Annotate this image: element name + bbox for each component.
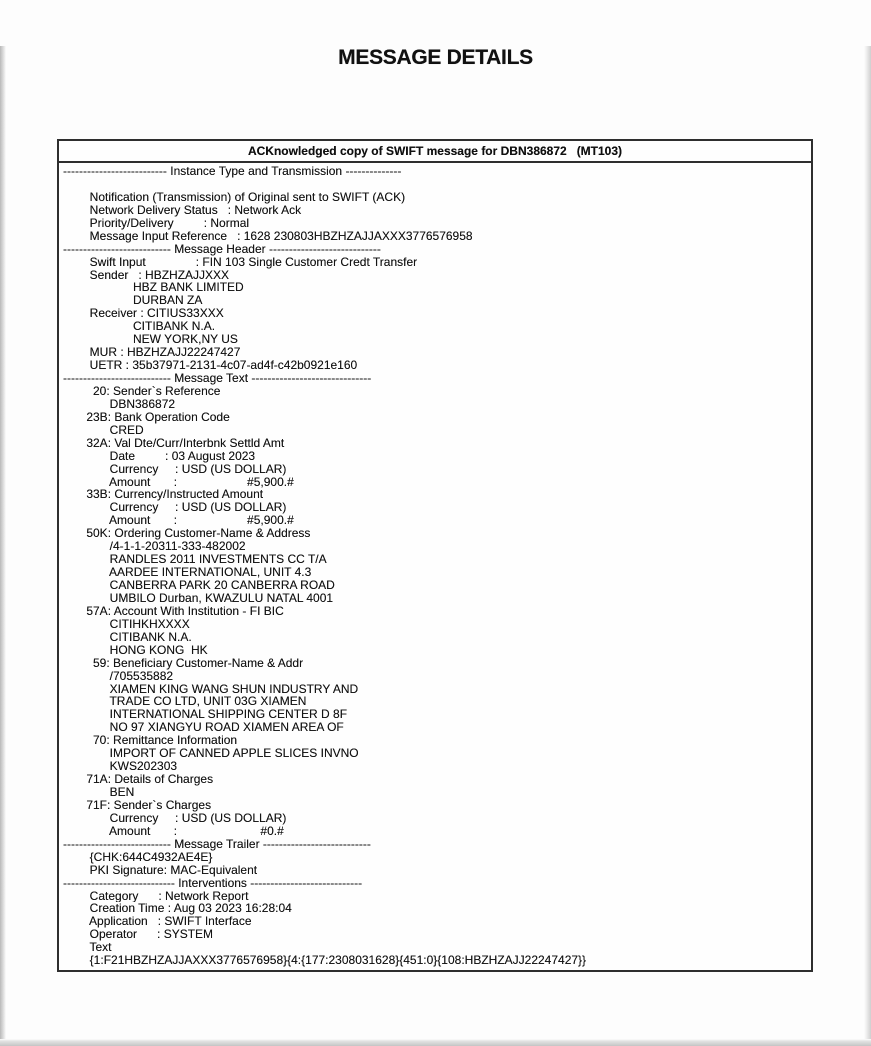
message-line: Creation Time : Aug 03 2023 16:28:04 — [63, 902, 292, 916]
message-line: NO 97 XIANGYU ROAD XIAMEN AREA OF — [63, 721, 344, 735]
message-line: Date : 03 August 2023 — [63, 449, 256, 463]
scan-edge-right — [864, 46, 871, 1046]
swift-message-box — [57, 139, 813, 972]
message-line: HONG KONG HK — [63, 643, 208, 657]
message-line: Currency : USD (US DOLLAR) — [63, 462, 287, 476]
message-line: /705535882 — [63, 669, 174, 683]
message-line: CRED — [63, 423, 144, 437]
message-line: CITIBANK N.A. — [63, 320, 216, 334]
message-line: -------------------------- Instance Type and Transmission -------------- — [63, 165, 402, 178]
scan-edge-left — [0, 46, 6, 1046]
message-line: CITIHKHXXXX — [63, 617, 190, 631]
ack-header-bar: ACKnowledged copy of SWIFT message for DBN386872 (MT103) — [59, 141, 811, 163]
message-line: Category : Network Report — [63, 889, 249, 903]
message-line: INTERNATIONAL SHIPPING CENTER D 8F — [63, 708, 348, 722]
message-line: 23B: Bank Operation Code — [63, 410, 230, 424]
message-line: MUR : HBZHZAJJ22247427 — [63, 346, 241, 360]
message-line: 57A: Account With Institution - FI BIC — [63, 604, 284, 618]
message-line: DBN386872 — [63, 397, 176, 411]
message-line: /4-1-1-20311-333-482002 — [63, 540, 246, 554]
message-line: Swift Input : FIN 103 Single Customer Credt Transfer — [63, 255, 418, 269]
message-line: IMPORT OF CANNED APPLE SLICES INVNO — [63, 747, 359, 761]
scan-edge-bottom — [0, 1039, 871, 1046]
message-line: NEW YORK,NY US — [63, 333, 238, 347]
message-line: Message Input Reference : 1628 230803HBZHZAJJAXXX3776576958 — [63, 229, 473, 243]
message-line: 70: Remittance Information — [63, 734, 238, 748]
message-line: UMBILO Durban, KWAZULU NATAL 4001 — [63, 591, 334, 605]
message-line: 50K: Ordering Customer-Name & Address — [63, 527, 311, 541]
message-line: Amount : #5,900.# — [63, 514, 294, 528]
message-line: Amount : #5,900.# — [63, 475, 294, 489]
message-line: BEN — [63, 786, 135, 799]
message-line: Currency : USD (US DOLLAR) — [63, 811, 287, 825]
message-line: Application : SWIFT Interface — [63, 915, 252, 929]
message-line: {CHK:644C4932AE4E} — [63, 850, 213, 864]
message-line: --------------------------- Message Text ------------------------------ — [63, 372, 372, 385]
message-line: 71A: Details of Charges — [63, 773, 214, 786]
message-text-body — [59, 163, 811, 970]
message-line: 33B: Currency/Instructed Amount — [63, 488, 264, 502]
message-line: AARDEE INTERNATIONAL, UNIT 4.3 — [63, 566, 312, 579]
message-line: HBZ BANK LIMITED — [63, 281, 244, 295]
message-line: Text — [63, 941, 112, 955]
message-line: 32A: Val Dte/Curr/Interbnk Settld Amt — [63, 436, 285, 450]
message-line: --------------------------- Message Trailer --------------------------- — [63, 837, 371, 851]
message-line: 20: Sender`s Reference — [63, 384, 221, 398]
message-line — [63, 178, 807, 191]
message-line: Amount : #0.# — [63, 824, 284, 838]
message-line: Notification (Transmission) of Original sent to SWIFT (ACK) — [63, 190, 406, 204]
message-line: 71F: Sender`s Charges — [63, 798, 212, 812]
message-line: Sender : HBZHZAJJXXX — [63, 268, 230, 282]
message-line: Priority/Delivery : Normal — [63, 216, 250, 230]
message-line: Currency : USD (US DOLLAR) — [63, 501, 287, 515]
message-line: XIAMEN KING WANG SHUN INDUSTRY AND — [63, 682, 359, 696]
message-line: {1:F21HBZHZAJJAXXX3776576958}{4:{177:2308031628}{451:0}{108:HBZHZAJJ22247427}} — [63, 954, 587, 968]
message-line: RANDLES 2011 INVESTMENTS CC T/A — [63, 553, 327, 567]
page-title: MESSAGE DETAILS — [338, 46, 533, 69]
message-line: ---------------------------- Interventions ---------------------------- — [63, 876, 363, 890]
message-line: TRADE CO LTD, UNIT 03G XIAMEN — [63, 695, 307, 709]
message-line: PKI Signature: MAC-Equivalent — [63, 863, 258, 877]
message-line: Network Delivery Status : Network Ack — [63, 203, 302, 217]
message-line: KWS202303 — [63, 760, 178, 774]
message-line: UETR : 35b37971-2131-4c07-ad4f-c42b0921e160 — [63, 359, 358, 372]
message-line: Operator : SYSTEM — [63, 928, 214, 942]
message-line: 59: Beneficiary Customer-Name & Addr — [63, 656, 304, 670]
message-line: CANBERRA PARK 20 CANBERRA ROAD — [63, 579, 335, 592]
message-line: Receiver : CITIUS33XXX — [63, 307, 224, 321]
message-line: DURBAN ZA — [63, 294, 203, 308]
message-line: --------------------------- Message Header ---------------------------- — [63, 242, 381, 256]
message-line: CITIBANK N.A. — [63, 630, 192, 644]
